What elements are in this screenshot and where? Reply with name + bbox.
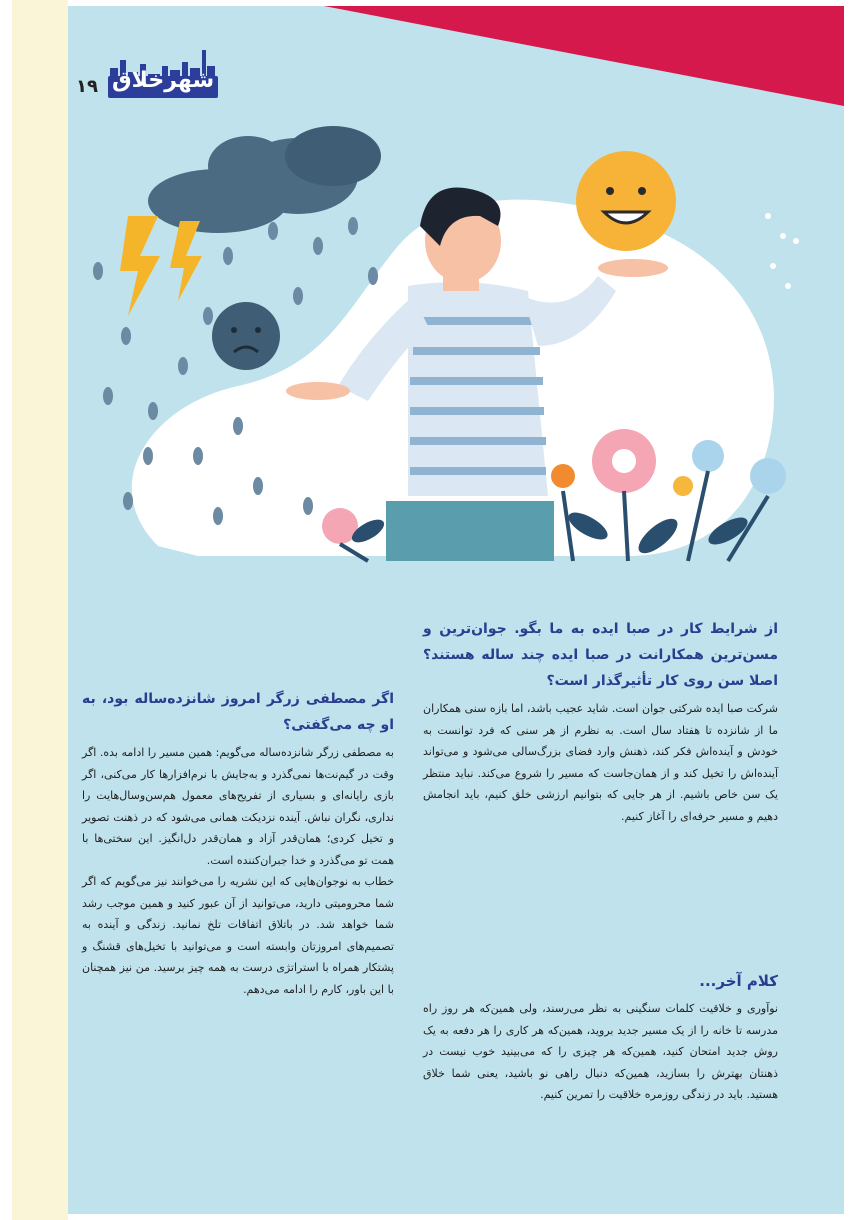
illustration (68, 106, 844, 566)
section-body: به مصطفی زرگر شانزده‌ساله می‌گویم: همین مسیر را ادامه بده. اگر وقت در گیم‌نت‌ها نمی‌گذرد و به‌جایش با نرم‌افزارها کار می‌کنی، اگر بازی رایانه‌ای و بسیاری از تفریح‌های معمول هم‌سن‌وسال‌هایت را نداری، نگران نباش. آینده نزدیکت همانی می‌شود که در ذهنت تصویر و تخیل کردی؛ همان‌قدر آزاد و همان‌قدر دل‌انگیز. این سختی‌ها با همت تو می‌گذرد و خدا جبران‌کننده است. (82, 746, 394, 867)
sad-face-icon (212, 302, 280, 370)
happy-face-icon (576, 151, 676, 251)
section-body: شرکت صبا ایده شرکتی جوان است. شاید عجیب باشد، اما بازه سنی همکاران ما از شانزده تا هفتاد سال است. به نظرم از هر سنی که فرد توانست به خودش و آینده‌اش فکر کند، ذهنش وارد فضای بزرگ‌سالی می‌شود و می‌تواند آینده‌اش را تخیل کند و از همان‌جاست که مسیر را شروع می‌کند. نباید منتظر یک سن خاص باشیم. از هر جایی که بتوانیم ارزشی خلق کنیم، باید انجامش دهیم و مسیر حرفه‌ای را آغاز کنیم. (423, 702, 778, 823)
corner-ribbon (324, 6, 844, 116)
lightning-icon (120, 216, 202, 316)
magazine-page (68, 6, 844, 1214)
binding-strip (12, 0, 68, 1220)
section-advice (82, 686, 394, 1000)
section-last-word (423, 968, 778, 1106)
city-logo (108, 46, 218, 102)
section-heading: اگر مصطفی زرگر امروز شانزده‌ساله بود، به او چه می‌گفتی؟ (82, 691, 394, 733)
section-heading: از شرایط کار در صبا ایده به ما بگو. جوان‌ترین و مسن‌ترین همکارانت در صبا ایده چند ساله هستند؟ اصلا سن روی کار تأثیرگذار است؟ (423, 621, 778, 689)
section-body: خطاب به نوجوان‌هایی که این نشریه را می‌خوانند نیز می‌گویم که اگر شما محرومیتی دارید، می‌توانید از آن عبور کنید و همین موجب رشد شما خواهد شد. در باتلاق اتفاقات تلخ نمانید. زندگی و آینده به تصمیم‌های امروزتان وابسته است و می‌توانید با تخیل‌های قشنگ و پشتکار همراه با استراتژی درست به همه چیز برسید. من نیز همچنان با این باور، کارم را ادامه می‌دهم. (82, 875, 394, 996)
logo-text: شهرخلاق (112, 68, 215, 93)
section-body: نوآوری و خلاقیت کلمات سنگینی به نظر می‌رسند، ولی همین‌که هر روز راه مدرسه تا خانه را از یک مسیر جدید بروید، همین‌که هر کاری را هر دفعه به یک روش جدید امتحان کنید، همین‌که هر چیزی را که می‌بینید خوب نیست در ذهنتان بهترش را بسازید، همین‌که دنبال راهی نو باشید، یعنی شما خلاق هستید. باید در زندگی روزمره خلاقیت را تمرین کنیم. (423, 1002, 778, 1101)
section-heading: کلام آخر... (699, 972, 778, 990)
sparkle-dots (765, 213, 799, 289)
section-work-conditions (423, 616, 778, 827)
storm-cloud-icon (148, 126, 381, 233)
page-number: ۱۹ (76, 76, 98, 97)
